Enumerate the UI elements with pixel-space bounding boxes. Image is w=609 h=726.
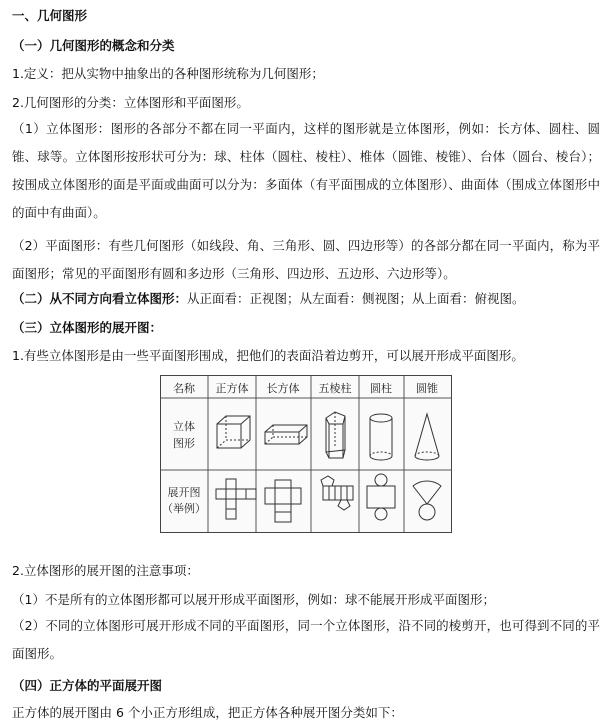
note-2: （2）不同的立体图形可展开形成不同的平面图形，同一个立体图形，沿不同的棱剪开，也可得到不同的平面图形。	[12, 618, 600, 661]
row1-label-b: 图形	[173, 437, 195, 450]
heading-cube-net: （四）正方体的平面展开图	[12, 678, 163, 693]
nets-table	[160, 375, 452, 533]
header-pentagonal-prism: 五棱柱	[318, 382, 352, 395]
cone-figure	[415, 414, 439, 460]
header-cylinder: 圆柱	[370, 382, 392, 395]
cylinder-figure	[370, 414, 392, 460]
heading-nets: （三）立体图形的展开图：	[12, 320, 163, 335]
views-heading: （二）从不同方向看立体图形：	[12, 291, 188, 306]
classification-line: 2.几何图形的分类：立体图形和平面图形。	[12, 95, 249, 110]
cone-net	[413, 481, 441, 520]
cube-net	[216, 479, 256, 519]
pentagonal-prism-figure	[326, 412, 345, 458]
solid-figure-paragraph: （1）立体图形：图形的各部分不都在同一平面内，这样的图形就是立体图形，例如：长方体、圆柱、圆锥、球等。立体图形按形状可分为：球、柱体（圆柱、棱柱）、椎体（圆锥、棱锥）、台体（圆台、棱台）；按围成立体图形的面是平面或曲面可以分为：多面体（有平面围成的立体图形）、曲面体（围成立体图形中的面中有曲面）。	[12, 121, 600, 220]
plane-figure-paragraph: （2）平面图形：有些几何图形（如线段、角、三角形、圆、四边形等）的各部分都在同一平面内，称为平面图形；常见的平面图形有圆和多边形（三角形、四边形、五边形、六边形等）。	[12, 238, 600, 281]
header-cube: 正方体	[215, 382, 249, 395]
section-title: 一、几何图形	[12, 8, 88, 23]
note-1: （1）不是所有的立体图形都可以展开形成平面图形，例如：球不能展开形成平面图形；	[12, 592, 495, 607]
cube-net-intro: 正方体的展开图由 6 个小正方形组成，把正方体各种展开图分类如下：	[12, 705, 403, 720]
cuboid-figure	[265, 425, 307, 444]
row2-label-a: 展开图	[167, 486, 201, 499]
header-name: 名称	[173, 382, 195, 395]
nets-intro-line: 1.有些立体图形是由一些平面图形围成，把他们的表面沿着边剪开，可以展开形成平面图形。	[12, 348, 524, 363]
header-cuboid: 长方体	[266, 382, 300, 395]
header-cone: 圆锥	[416, 382, 438, 395]
cuboid-net	[265, 480, 301, 522]
views-text: 从正面看：正视图；从左面看：侧视图；从上面看：俯视图。	[187, 291, 525, 306]
heading-concept: （一）几何图形的概念和分类	[12, 38, 175, 53]
definition-line: 1.定义：把从实物中抽象出的各种图形统称为几何图形；	[12, 66, 324, 81]
row1-label-a: 立体	[173, 420, 195, 433]
row2-label-b: （举例）	[162, 502, 206, 515]
cube-figure	[217, 416, 250, 448]
views-line	[12, 289, 525, 309]
cylinder-net	[367, 474, 395, 520]
pentagonal-prism-net	[321, 476, 353, 510]
nets-notes-heading: 2.立体图形的展开图的注意事项：	[12, 563, 199, 578]
